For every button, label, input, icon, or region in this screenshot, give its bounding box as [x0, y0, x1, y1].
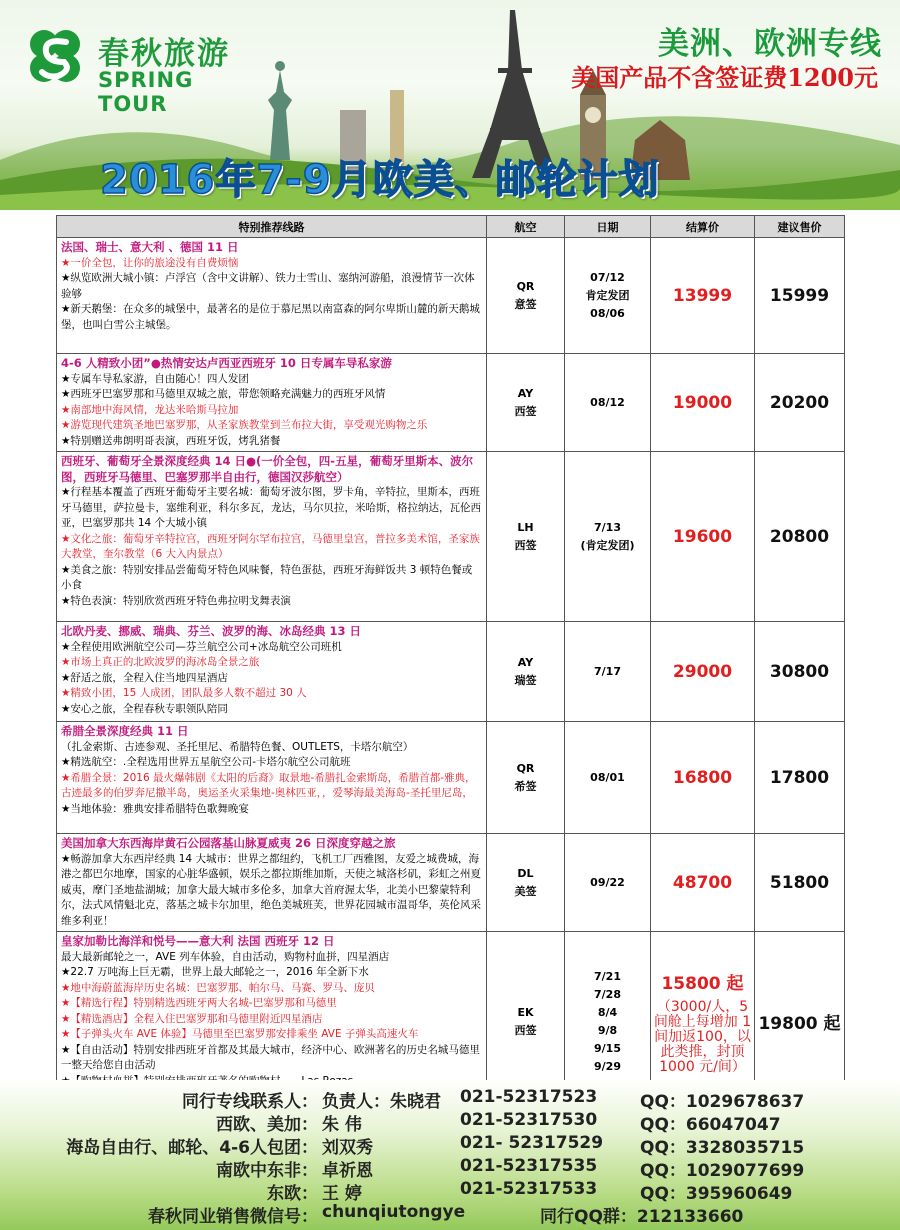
settle-price: 13999 — [672, 285, 733, 306]
airline-code: AY — [517, 655, 534, 669]
suggested-price: 20800 — [769, 526, 830, 547]
contact-name: 负责人：朱晓君 — [322, 1092, 441, 1112]
route-line: ★全程使用欧洲航空公司—芬兰航空公司+冰岛航空公司班机 — [61, 640, 342, 653]
contact-phone: 021-52317533 — [460, 1179, 598, 1199]
route-line: ★专属车导私家游，自由随心！四人发团 — [61, 372, 249, 385]
airline-code: QR — [516, 279, 535, 293]
header-route: 特别推荐线路 — [57, 216, 487, 238]
route-title: 美国加拿大东西海岸黄石公园落基山脉夏威夷 26 日深度穿越之旅 — [61, 836, 396, 850]
departure-date: 9/15 — [594, 1041, 621, 1055]
airline-code: LH — [517, 520, 534, 534]
settle-price: 48700 — [672, 872, 733, 893]
date-cell — [565, 722, 651, 834]
departure-date: 08/12 — [590, 395, 625, 409]
airline-code: DL — [517, 866, 534, 880]
suggested-price-cell — [755, 238, 845, 354]
route-line: ★希腊全景：2016 最火爆韩剧《太阳的后裔》取景地-希腊扎金索斯岛，希腊首都-雅典，古迹最多的伯罗奔尼撒半岛，奥运圣火采集地-奥林匹亚，，爱琴海最美海岛-圣托里尼岛， — [61, 771, 476, 799]
suggested-price: 19800 起 — [758, 1014, 841, 1034]
suggested-price: 20200 — [769, 392, 830, 413]
contact-name: chunqiutongye — [322, 1202, 466, 1222]
route-line: ★游览现代建筑圣地巴塞罗那，从圣家族教堂到兰布拉大街，享受观光购物之乐 — [61, 419, 428, 431]
route-cell — [57, 238, 487, 354]
visa-type: 希签 — [514, 779, 537, 793]
visa-type: 瑞签 — [514, 673, 537, 687]
header-suggested-price: 建议售价 — [755, 216, 845, 238]
settle-price-cell — [651, 354, 755, 452]
table-row — [57, 238, 845, 354]
contact-phone: 021-52317530 — [460, 1110, 598, 1130]
logo-chinese-name: 春秋旅游 — [98, 36, 230, 72]
departure-date: 7/17 — [594, 664, 621, 678]
route-line: ★新天鹅堡：在众多的城堡中，最著名的是位于慕尼黑以南富森的阿尔卑斯山麓的新天鹅城堡，也叫白雪公主城堡。 — [61, 303, 480, 331]
settle-price-cell — [651, 452, 755, 622]
route-line: ★舒适之旅，全程入住当地四星酒店 — [61, 671, 228, 684]
route-line: 最大最新邮轮之一，AVE 列车体验，自由活动，购物村血拼，四星酒店 — [61, 950, 390, 963]
route-cell — [57, 354, 487, 452]
departure-date: 07/12 — [590, 270, 625, 284]
visa-type: 美签 — [514, 884, 537, 898]
airline-cell — [487, 452, 565, 622]
route-line: ★特色表演：特别欣赏西班牙特色弗拉明戈舞表演 — [61, 594, 291, 607]
route-line: ★纵览欧洲大城小镇：卢浮宫（含中文讲解）、铁力士雪山、塞纳河游船，浪漫情节一次体验够 — [61, 272, 475, 300]
visa-type: 西签 — [514, 404, 537, 418]
suggested-price: 51800 — [769, 872, 830, 893]
contact-phone: 021-52317523 — [460, 1087, 598, 1107]
settle-price-cell — [651, 238, 755, 354]
contact-footer — [0, 1080, 900, 1230]
route-table-wrapper — [56, 215, 844, 1112]
contact-phone: 021- 52317529 — [460, 1133, 604, 1153]
route-line: ★畅游加拿大东西岸经典 14 大城市：世界之都纽约，飞机工厂西雅图，友爱之城费城，海港之都巴尔地摩，国家的心脏华盛顿，娱乐之都拉斯维加斯，天使之城洛杉矶，彩虹之州夏威夷，摩门圣地盐湖城；加拿大最大城市多伦多，加拿大首府渥太华，北美小巴黎蒙特利尔，法式风情魁北克，落基之城卡尔加里，绝色美城班芙，世界花园城市温哥华，英伦风采维多利亚！ — [61, 852, 481, 927]
route-line: ★行程基本覆盖了西班牙葡萄牙主要名城：葡萄牙波尔图，罗卡角，辛特拉，里斯本，西班牙马德里，萨拉曼卡，塞维利亚，科尔多瓦，龙达，马尔贝拉，米哈斯，格拉纳达，瓦伦西亚，巴塞罗那共 14 个大城小镇 — [61, 486, 481, 529]
airline-cell — [487, 622, 565, 722]
date-cell — [565, 354, 651, 452]
route-line: ★一价全包，让你的旅途没有自费烦恼 — [61, 256, 239, 269]
spring-tour-logo-icon — [22, 24, 88, 90]
route-line: ★【精选行程】特别精选西班牙两大名城-巴塞罗那和马德里 — [61, 997, 337, 1009]
route-cell — [57, 452, 487, 622]
airline-code: AY — [517, 386, 534, 400]
route-line: ★【自由活动】特别安排西班牙首都及其最大城市，经济中心、欧洲著名的历史名城马德里一整天给您自由活动 — [61, 1043, 480, 1071]
table-row — [57, 452, 845, 622]
suggested-price: 15999 — [769, 285, 830, 306]
route-title: 皇家加勒比海洋和悦号——意大利 法国 西班牙 12 日 — [61, 934, 335, 948]
settle-price: 19000 — [672, 392, 733, 413]
suggested-price: 17800 — [769, 767, 830, 788]
departure-date: 7/28 — [594, 987, 621, 1001]
route-cell — [57, 622, 487, 722]
suggested-price: 30800 — [769, 661, 830, 682]
header-banner — [0, 0, 900, 210]
tagline-visa-note: 美国产品不含签证费1200元 — [571, 63, 878, 92]
date-cell — [565, 452, 651, 622]
route-table — [56, 215, 845, 1112]
logo-english-name: SPRING TOUR — [98, 68, 194, 116]
route-line: ★安心之旅，全程春秋专职领队陪同 — [61, 702, 228, 715]
settle-price: 16800 — [672, 767, 733, 788]
contact-name: 刘双秀 — [322, 1138, 373, 1158]
settle-price-cell — [651, 622, 755, 722]
date-cell — [565, 834, 651, 932]
route-cell — [57, 722, 487, 834]
route-title: 4-6 人精致小团”●热情安达卢西亚西班牙 10 日专属车导私家游 — [61, 356, 392, 370]
suggested-price-cell — [755, 722, 845, 834]
table-row — [57, 834, 845, 932]
route-line: ★市场上真正的北欧波罗的海冰岛全景之旅 — [61, 656, 260, 668]
table-row — [57, 722, 845, 834]
contact-qq: QQ：66047047 — [640, 1115, 781, 1135]
departure-date: 08/06 — [590, 306, 625, 320]
page-title: 2016年7-9月欧美、邮轮计划 — [100, 157, 660, 203]
route-line: ★西班牙巴塞罗那和马德里双城之旅，带您领略充满魅力的西班牙风情 — [61, 388, 386, 400]
contact-qq: 同行QQ群：212133660 — [540, 1207, 744, 1227]
route-line: ★文化之旅：葡萄牙辛特拉宫，西班牙阿尔罕布拉宫，马德里皇宫，普拉多美术馆，圣家族大教堂，奎尔教堂（6 大入内景点） — [61, 532, 480, 560]
contact-qq: QQ：395960649 — [640, 1184, 793, 1204]
airline-cell — [487, 722, 565, 834]
airline-cell — [487, 834, 565, 932]
contact-label: 西欧、美加： — [216, 1115, 318, 1135]
table-row — [57, 622, 845, 722]
price-note: （3000/人，5间舱上每增加 1 间加返100，以此类推，封顶1000 元/间） — [653, 998, 752, 1075]
contact-name: 王 婷 — [322, 1184, 362, 1204]
departure-date: 9/8 — [597, 1023, 618, 1037]
route-cell — [57, 834, 487, 932]
settle-price-cell — [651, 722, 755, 834]
contact-qq: QQ：1029678637 — [640, 1092, 805, 1112]
contact-label: 同行专线联系人： — [182, 1092, 318, 1112]
route-line: ★精致小团，15 人成团，团队最多人数不超过 30 人 — [61, 687, 307, 699]
suggested-price-cell — [755, 834, 845, 932]
table-row — [57, 354, 845, 452]
suggested-price-cell — [755, 622, 845, 722]
route-line: ★特别赠送弗朗明哥表演，西班牙饭，烤乳猪餐 — [61, 434, 281, 447]
tagline-special-route: 美洲、欧洲专线 — [658, 26, 882, 62]
departure-date: 9/29 — [594, 1059, 621, 1073]
departure-date: 7/21 — [594, 969, 621, 983]
header-airline: 航空 — [487, 216, 565, 238]
departure-date: 08/01 — [590, 770, 625, 784]
settle-price: 29000 — [672, 661, 733, 682]
route-line: ★南部地中海风情，龙达米哈斯马拉加 — [61, 403, 239, 416]
airline-code: EK — [517, 1005, 534, 1019]
departure-date: (肯定发团) — [580, 538, 635, 552]
departure-date: 7/13 — [594, 520, 621, 534]
table-header-row — [57, 216, 845, 238]
contact-phone: 021-52317535 — [460, 1156, 598, 1176]
contact-qq: QQ：3328035715 — [640, 1138, 805, 1158]
departure-date: 8/4 — [597, 1005, 618, 1019]
route-line: ★【精选酒店】全程入住巴塞罗那和马德里附近四星酒店 — [61, 1012, 323, 1025]
visa-type: 意签 — [514, 297, 537, 311]
route-line: ★地中海蔚蓝海岸历史名城：巴塞罗那、帕尔马、马赛、罗马、庞贝 — [61, 981, 375, 994]
settle-price: 15800 起 — [661, 973, 744, 994]
date-cell — [565, 238, 651, 354]
date-cell — [565, 622, 651, 722]
route-line: ★22.7 万吨海上巨无霸，世界上最大邮轮之一，2016 年全新下水 — [61, 966, 369, 978]
header-date: 日期 — [565, 216, 651, 238]
settle-price-cell — [651, 834, 755, 932]
airline-cell — [487, 238, 565, 354]
header-settle-price: 结算价 — [651, 216, 755, 238]
contact-qq: QQ：1029077699 — [640, 1161, 805, 1181]
route-title: 法国、瑞士、意大利 、德国 11 日 — [61, 240, 239, 254]
airline-code: QR — [516, 761, 535, 775]
route-line: ★当地体验：雅典安排希腊特色歌舞晚宴 — [61, 802, 249, 815]
route-line: （扎金索斯、古迹参观、圣托里尼、希腊特色餐、OUTLETS，卡塔尔航空） — [61, 740, 414, 753]
route-line: ★【子弹头火车 AVE 体验】马德里至巴塞罗那安排乘坐 AVE 子弹头高速火车 — [61, 1028, 419, 1040]
airline-cell — [487, 354, 565, 452]
departure-date: 肯定发团 — [585, 288, 630, 302]
suggested-price-cell — [755, 452, 845, 622]
route-title: 希腊全景深度经典 11 日 — [61, 724, 189, 738]
route-title: 西班牙、葡萄牙全景深度经典 14 日●(一价全包，四-五星，葡萄牙里斯本、波尔图，西班牙马德里、巴塞罗那半自由行，德国汉莎航空） — [61, 454, 474, 484]
contact-name: 卓祈恩 — [322, 1161, 373, 1181]
visa-type: 西签 — [514, 538, 537, 552]
visa-type: 西签 — [514, 1023, 537, 1037]
settle-price: 19600 — [672, 526, 733, 547]
departure-date: 09/22 — [590, 875, 625, 889]
contact-label: 春秋同业销售微信号： — [148, 1207, 318, 1227]
contact-name: 朱 伟 — [322, 1115, 362, 1135]
route-title: 北欧丹麦、挪威、瑞典、芬兰、波罗的海、冰岛经典 13 日 — [61, 624, 362, 638]
contact-label: 东欧： — [267, 1184, 318, 1204]
contact-label: 海岛自由行、邮轮、4-6人包团： — [66, 1138, 318, 1158]
logo — [22, 24, 262, 116]
route-line: ★精选航空：.全程选用世界五星航空公司-卡塔尔航空公司航班 — [61, 756, 351, 768]
suggested-price-cell — [755, 354, 845, 452]
route-line: ★美食之旅：特别安排品尝葡萄牙特色风味餐，特色蛋挞，西班牙海鲜饭共 3 顿特色餐或小食 — [61, 563, 473, 591]
contact-label: 南欧中东非： — [216, 1161, 318, 1181]
